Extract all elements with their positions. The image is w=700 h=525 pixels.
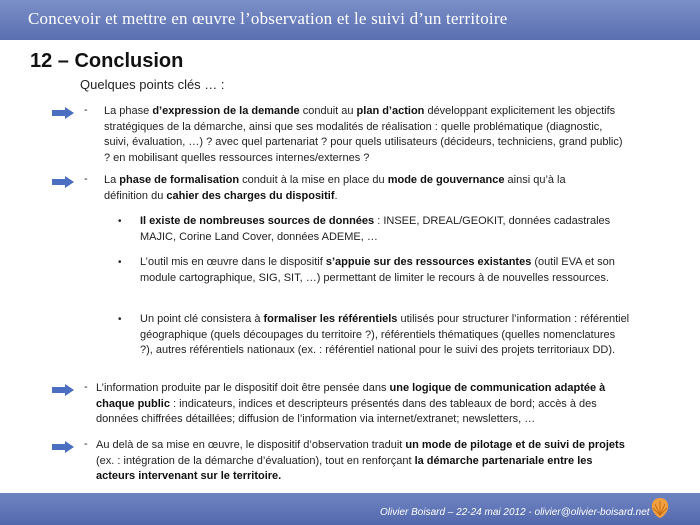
right-arrow-icon [52, 384, 74, 396]
slide-title: 12 – Conclusion [30, 50, 184, 72]
subpoint-referentiels: Un point clé consistera à formaliser les référentiels utilisés pour structurer l’information : référentiel géographique (quels découpages du territoire ?), référentiels thématiques (quelles nomenclatures ?), autres référentiels nationaux (ex. : référentiel national pour le suivi des projets territoriaux DD). [140, 313, 630, 356]
shell-logo-icon [650, 497, 670, 519]
dash-marker: - [84, 104, 88, 116]
dash-marker: - [84, 438, 88, 450]
intro-text: Quelques points clés … : [80, 77, 225, 92]
subpoint-sources: Il existe de nombreuses sources de données : INSEE, DREAL/GEOKIT, données cadastrales MAJIC, Corine Land Cover, données ADEME, … [140, 215, 611, 243]
presentation-title: Concevoir et mettre en œuvre l’observation et le suivi d’un territoire [28, 9, 508, 28]
header-bar [0, 0, 700, 40]
point-formalisation: La phase de formalisation conduit à la mise en place du mode de gouvernance ainsi qu’à la définition du cahier des charges du dispositif. [104, 174, 566, 202]
right-arrow-icon [52, 107, 74, 119]
bullet-marker: • [118, 216, 122, 227]
right-arrow-icon [52, 441, 74, 453]
bullet-marker: • [118, 257, 122, 268]
point-demande: La phase d’expression de la demande conduit au plan d’action développant explicitement les objectifs stratégiques de la démarche, ainsi que ses modalités de réalisation : quelle problématique (diagnostic, suivi, évaluation, …) ? avec quel partenariat ? pour quels utilisateurs (décideurs, techniciens, grand public) ? en mobilisant quelles ressources internes/externes ? [104, 105, 623, 164]
right-arrow-icon [52, 176, 74, 188]
bullet-marker: • [118, 314, 122, 325]
subpoint-outil: L’outil mis en œuvre dans le dispositif s’appuie sur des ressources existantes (outil EVA et son module cartographique, SIG, SIT, …) permettant de limiter le recours à de nouvelles ressources. [140, 256, 615, 284]
footer-credit: Olivier Boisard – 22-24 mai 2012 - olivier@olivier-boisard.net [380, 507, 650, 518]
dash-marker: - [84, 173, 88, 185]
dash-marker: - [84, 381, 88, 393]
point-pilotage: Au delà de sa mise en œuvre, le dispositif d’observation traduit un mode de pilotage et de suivi de projets (ex. : intégration de la démarche d’évaluation), tout en renforçant la démarche partenariale entre les acteurs intervenant sur le territoire. [96, 439, 625, 482]
point-information: L’information produite par le dispositif doit être pensée dans une logique de communication adaptée à chaque public : indicateurs, indices et descripteurs présentés dans des tableaux de bord; accès à des données chiffrées détaillées; diffusion de l’information via internet/extranet; newsletters, … [96, 382, 606, 425]
